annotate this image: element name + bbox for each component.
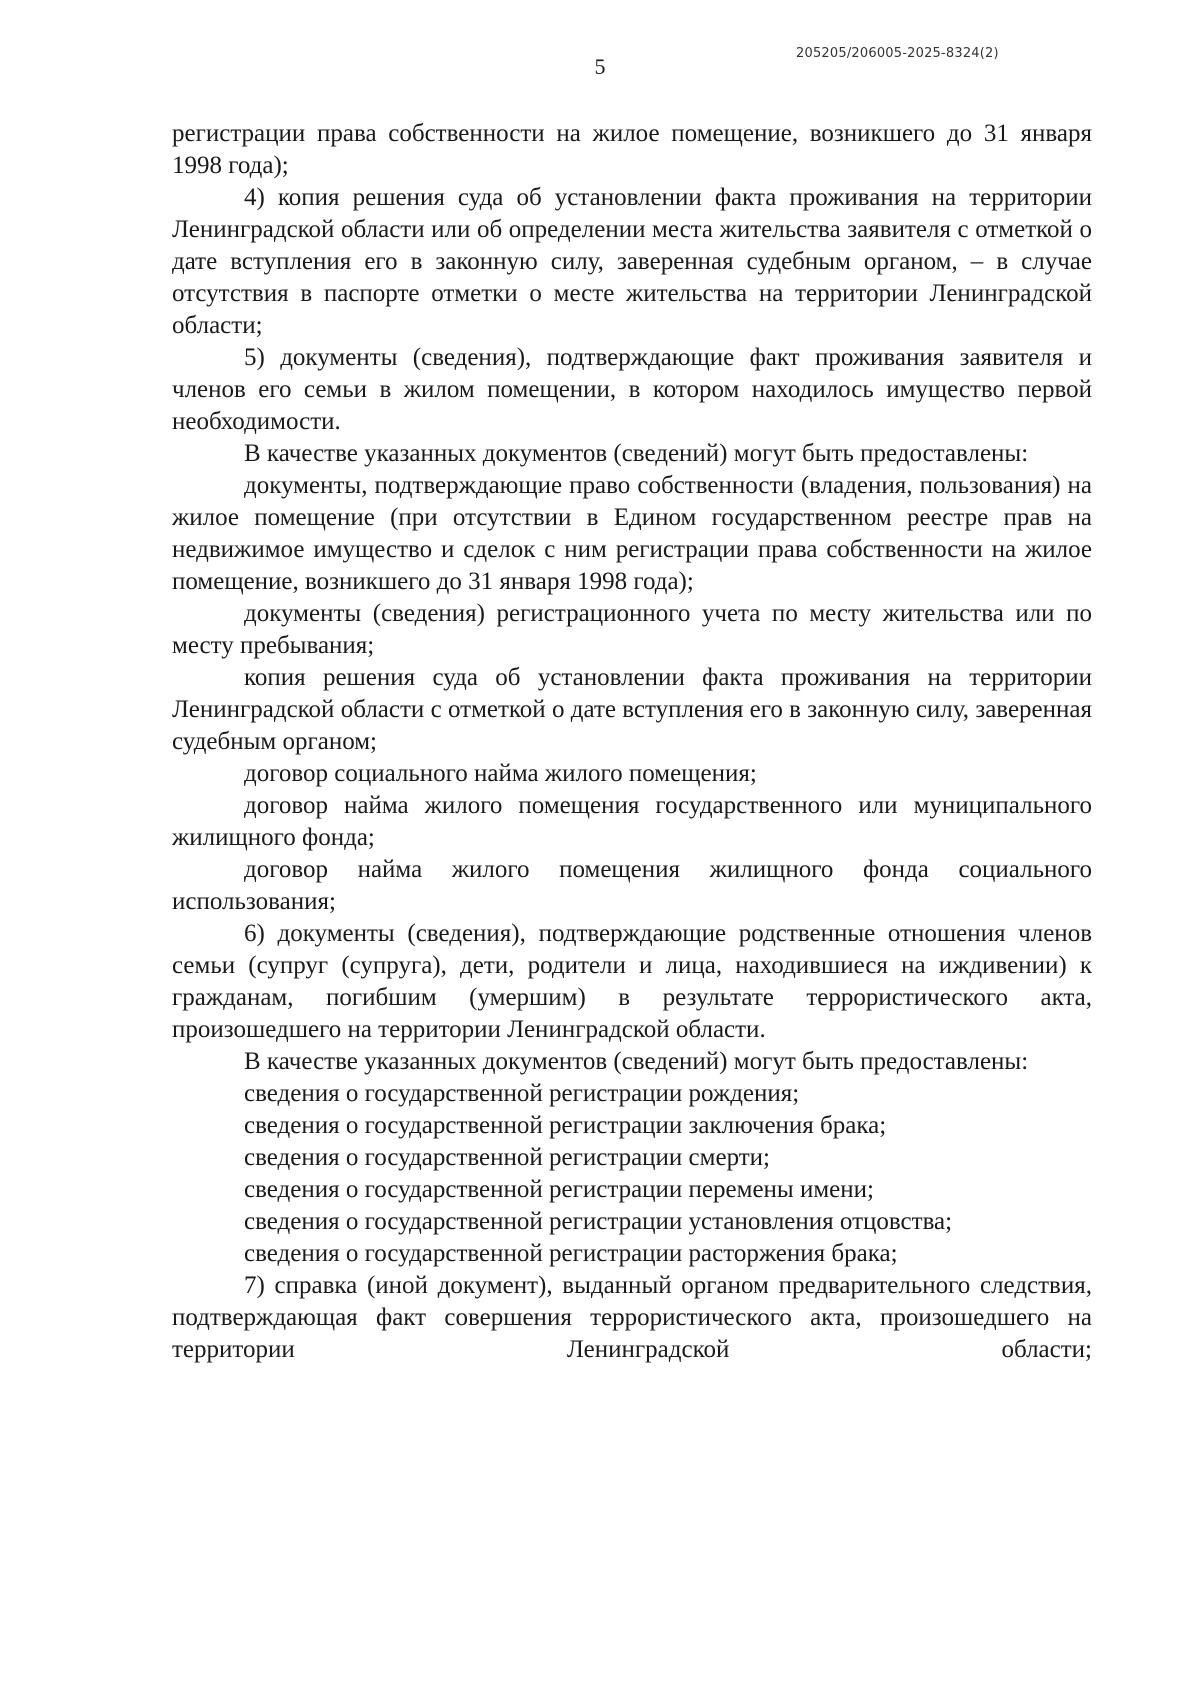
paragraph-list-entry: сведения о государственной регистрации смерти;	[244, 1144, 770, 1171]
paragraph-list-entry: сведения о государственной регистрации установления отцовства;	[244, 1208, 953, 1235]
paragraph-list-entry: договор социального найма жилого помещения;	[244, 760, 757, 787]
paragraph-intro: В качестве указанных документов (сведений) могут быть предоставлены:	[244, 1048, 1029, 1075]
paragraph-list-entry: сведения о государственной регистрации заключения брака;	[244, 1112, 887, 1139]
paragraph-item-4: 4) копия решения суда об установлении факта проживания на территории Ленинградской области или об определении места жительства заявителя с отметкой о дате вступления его в законную силу, заверенная судебным органом, – в случае отсутствия в паспорте отметки о месте жительства на территории Ленинградской области;	[172, 184, 1092, 339]
paragraph-list-entry: договор найма жилого помещения государственного или муниципального жилищного фонда;	[172, 792, 1092, 851]
paragraph-item-5: 5) документы (сведения), подтверждающие факт проживания заявителя и членов его семьи в жилом помещении, в котором находилось имущество первой необходимости.	[172, 344, 1092, 435]
paragraph-list-entry: документы, подтверждающие право собственности (владения, пользования) на жилое помещение (при отсутствии в Едином государственном реестре прав на недвижимое имущество и сделок с ним регистрации права собственности на жилое помещение, возникшего до 31 января 1998 года);	[172, 472, 1092, 595]
paragraph-item-6: 6) документы (сведения), подтверждающие родственные отношения членов семьи (супруг (супруга), дети, родители и лица, находившиеся на иждивении) к гражданам, погибшим (умершим) в результате террористического акта, произошедшего на территории Ленинградской области.	[172, 920, 1092, 1043]
paragraph-list-entry: сведения о государственной регистрации расторжения брака;	[244, 1240, 898, 1267]
paragraph-list-entry: договор найма жилого помещения жилищного фонда социального использования;	[172, 856, 1092, 915]
document-id: 205205/206005-2025-8324(2)	[796, 46, 999, 61]
paragraph-list-entry: копия решения суда об установлении факта проживания на территории Ленинградской области с отметкой о дате вступления его в законную силу, заверенная судебным органом;	[172, 664, 1092, 755]
paragraph-list-entry: документы (сведения) регистрационного учета по месту жительства или по месту пребывания;	[172, 600, 1092, 659]
page-number: 5	[594, 54, 606, 79]
paragraph-intro: В качестве указанных документов (сведений) могут быть предоставлены:	[244, 440, 1029, 467]
paragraph-continuation: регистрации права собственности на жилое помещение, возникшего до 31 января 1998 года);	[172, 120, 1092, 179]
paragraph-item-7: 7) справка (иной документ), выданный органом предварительного следствия, подтверждающая факт совершения террористического акта, произошедшего на территории Ленинградской области;	[172, 1272, 1092, 1363]
document-body	[172, 118, 1092, 1366]
paragraph-list-entry: сведения о государственной регистрации перемены имени;	[244, 1176, 874, 1203]
paragraph-list-entry: сведения о государственной регистрации рождения;	[244, 1080, 800, 1107]
